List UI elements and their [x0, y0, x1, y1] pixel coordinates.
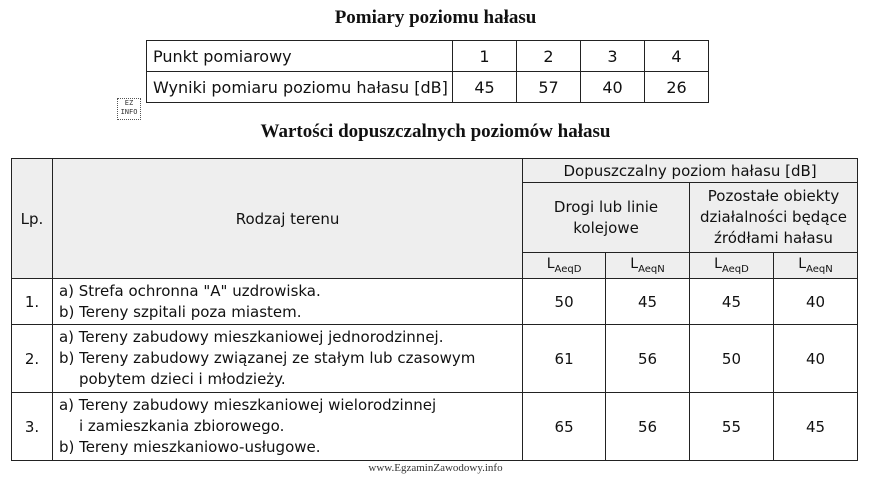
terrain-line: b) Tereny mieszkaniowo-usługowe. [58, 438, 321, 456]
row-terrain [52, 393, 522, 461]
measurement-title: Pomiary poziomu hałasu [334, 7, 537, 28]
value-cell: 56 [606, 325, 690, 393]
value-cell: 45 [689, 279, 773, 325]
terrain-line: pobytem dzieci i młodzieży. [78, 370, 286, 388]
roads-text: Drogi lub linie kolejowe [553, 197, 659, 237]
value-cell: 45 [606, 279, 690, 325]
footer-url: www.EgzaminZawodowy.info [368, 462, 503, 474]
value-cell: 40 [773, 325, 857, 393]
result-value: 40 [581, 72, 645, 103]
terrain-line: a) Tereny zabudowy mieszkaniowej wielorodzinnej [58, 396, 437, 414]
other-text: Pozostałe obiekty działalności będące źródłami hałasu [699, 187, 847, 247]
terrain-line: b) Tereny szpitali poza miastem. [58, 302, 302, 321]
terrain-line: a) Tereny zabudowy mieszkaniowej jednorodzinnej. [58, 328, 444, 346]
table-row [147, 41, 709, 72]
sym-base: L [630, 256, 639, 273]
terrain-line: b) Tereny zabudowy związanej ze stałym lub czasowym [58, 349, 476, 367]
value-cell: 61 [523, 325, 606, 393]
result-value: 26 [645, 72, 709, 103]
limits-table [11, 158, 858, 461]
terrain-line: a) Strefa ochronna "A" uzdrowiska. [58, 281, 321, 300]
table-row [147, 72, 709, 103]
result-value: 45 [453, 72, 517, 103]
limits-title: Wartości dopuszczalnych poziomów hałasu [260, 121, 611, 142]
laeqn-header [606, 253, 690, 279]
table-row [12, 393, 858, 461]
col-terrain-header: Rodzaj terenu [52, 159, 522, 279]
sym-sub: AeqD [721, 263, 749, 275]
row-lp: 1. [12, 279, 53, 325]
col-roads-header [523, 183, 690, 253]
points-label: Punkt pomiarowy [147, 41, 453, 72]
value-cell: 40 [773, 279, 857, 325]
row-terrain [52, 279, 522, 325]
value-cell: 50 [523, 279, 606, 325]
laeqd-header [523, 253, 606, 279]
results-label: Wyniki pomiaru poziomu hałasu [dB] [147, 72, 453, 103]
point-number: 2 [517, 41, 581, 72]
value-cell: 45 [773, 393, 857, 461]
col-group-header: Dopuszczalny poziom hałasu [dB] [523, 159, 858, 183]
logo: EZ INFO [117, 98, 141, 120]
row-terrain [52, 325, 522, 393]
sym-base: L [798, 256, 807, 273]
sym-base: L [546, 256, 555, 273]
result-value: 57 [517, 72, 581, 103]
terrain-line: i zamieszkania zbiorowego. [78, 417, 285, 435]
row-lp: 2. [12, 325, 53, 393]
sym-sub: AeqN [806, 263, 833, 275]
point-number: 1 [453, 41, 517, 72]
measurement-table [146, 40, 709, 103]
value-cell: 65 [523, 393, 606, 461]
sym-sub: AeqD [554, 263, 582, 275]
point-number: 4 [645, 41, 709, 72]
point-number: 3 [581, 41, 645, 72]
value-cell: 55 [689, 393, 773, 461]
laeqd-header [689, 253, 773, 279]
sym-base: L [714, 256, 722, 273]
table-row [12, 279, 858, 325]
value-cell: 56 [606, 393, 690, 461]
value-cell: 50 [689, 325, 773, 393]
laeqn-header [773, 253, 857, 279]
table-row [12, 325, 858, 393]
col-lp-header: Lp. [12, 159, 53, 279]
col-other-header [689, 183, 857, 253]
table-row [12, 159, 858, 183]
row-lp: 3. [12, 393, 53, 461]
sym-sub: AeqN [638, 263, 665, 275]
